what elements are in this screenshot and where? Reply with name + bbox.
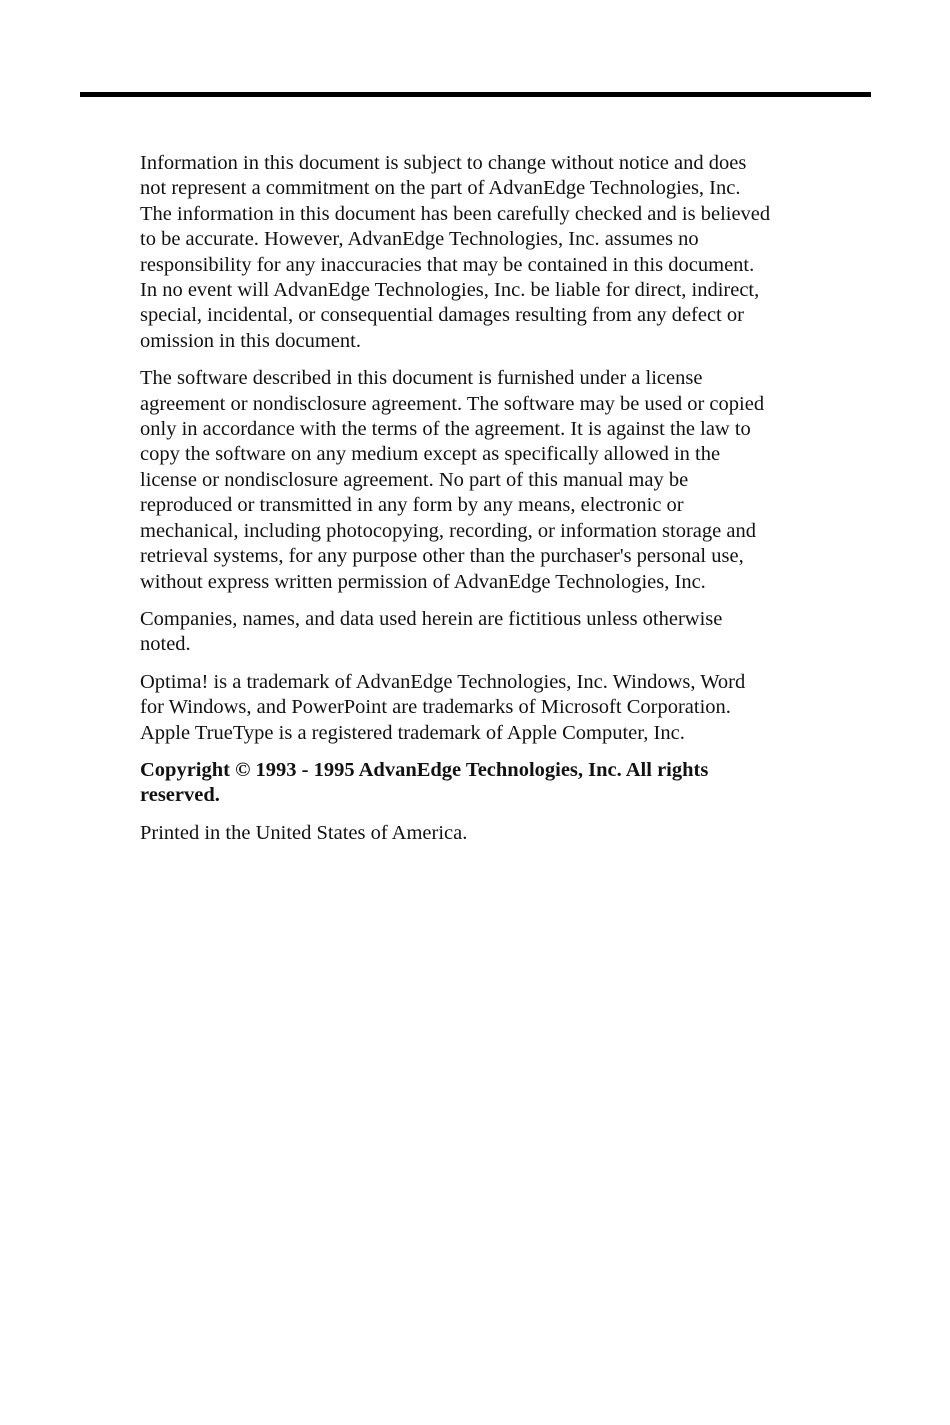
text-line: Apple TrueType is a registered trademark of Apple Computer, Inc. bbox=[140, 721, 685, 744]
text-line: without express written permission of AdvanEdge Technologies, Inc. bbox=[140, 570, 706, 593]
text-line: to be accurate. However, AdvanEdge Technologies, Inc. assumes no bbox=[140, 228, 699, 251]
disclaimer-paragraph bbox=[140, 151, 840, 354]
text-line: responsibility for any inaccuracies that may be contained in this document. bbox=[140, 253, 755, 276]
text-line: Information in this document is subject to change without notice and does bbox=[140, 152, 747, 174]
text-line: special, incidental, or consequential damages resulting from any defect or bbox=[140, 304, 744, 327]
text-line: Optima! is a trademark of AdvanEdge Technologies, Inc. Windows, Word bbox=[140, 670, 746, 693]
printed-in-paragraph bbox=[140, 821, 840, 846]
license-paragraph bbox=[140, 366, 840, 595]
text-line: The software described in this document is furnished under a license bbox=[140, 367, 703, 390]
text-line: only in accordance with the terms of the agreement. It is against the law to bbox=[140, 418, 751, 441]
text-line: Copyright © 1993 - 1995 AdvanEdge Technologies, Inc. All rights bbox=[140, 758, 709, 781]
text-line: Companies, names, and data used herein are fictitious unless otherwise bbox=[140, 607, 723, 630]
document-body bbox=[140, 151, 840, 858]
text-line: noted. bbox=[140, 633, 191, 656]
header-rule bbox=[80, 92, 871, 97]
text-line: agreement or nondisclosure agreement. The software may be used or copied bbox=[140, 392, 765, 415]
text-line: reserved. bbox=[140, 784, 220, 807]
text-line: license or nondisclosure agreement. No part of this manual may be bbox=[140, 468, 689, 491]
text-line: omission in this document. bbox=[140, 329, 361, 352]
fictitious-names-paragraph bbox=[140, 607, 840, 658]
text-line: not represent a commitment on the part of AdvanEdge Technologies, Inc. bbox=[140, 177, 741, 200]
copyright-paragraph bbox=[140, 758, 840, 809]
text-line: In no event will AdvanEdge Technologies, Inc. be liable for direct, indirect, bbox=[140, 279, 760, 302]
text-line: copy the software on any medium except as specifically allowed in the bbox=[140, 443, 721, 466]
text-line: The information in this document has been carefully checked and is believed bbox=[140, 202, 771, 225]
text-line: retrieval systems, for any purpose other than the purchaser's personal use, bbox=[140, 545, 744, 568]
text-line: mechanical, including photocopying, recording, or information storage and bbox=[140, 519, 756, 542]
text-line: reproduced or transmitted in any form by any means, electronic or bbox=[140, 494, 684, 517]
text-line: for Windows, and PowerPoint are trademarks of Microsoft Corporation. bbox=[140, 696, 731, 719]
trademark-paragraph bbox=[140, 670, 840, 746]
text-line: Printed in the United States of America. bbox=[140, 821, 468, 844]
